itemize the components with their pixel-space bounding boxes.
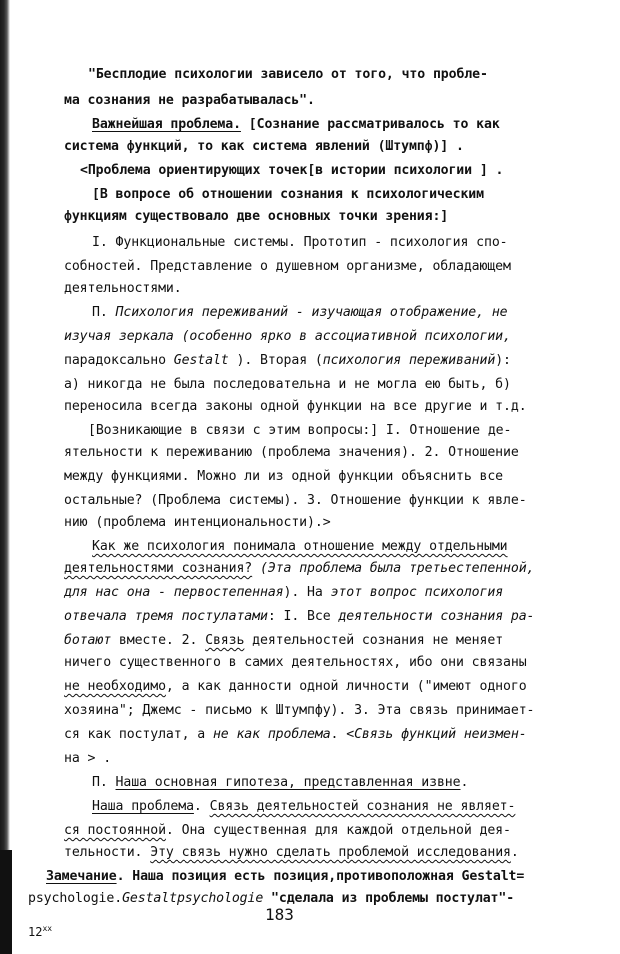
text-line: [64, 516, 331, 529]
text-line: [64, 634, 503, 647]
text-segment: переносила всегда законы одной функции на все другие и т.д.: [64, 399, 527, 414]
text-line: [28, 892, 514, 905]
text-line: [46, 870, 524, 883]
text-segment: нию (проблема интенциональности).>: [64, 515, 331, 530]
text-line: [64, 586, 503, 599]
text-line: [64, 680, 527, 693]
text-segment: .: [510, 845, 519, 860]
text-line: [92, 118, 500, 131]
text-segment: остальные? (Проблема системы). 3. Отношение функции к явле-: [64, 493, 527, 508]
text-line: [64, 824, 511, 837]
signature-number: 12: [28, 925, 43, 939]
text-line: [64, 656, 527, 669]
text-segment: П.: [92, 305, 116, 320]
page-left-shadow-bottom: [0, 850, 12, 954]
text-segment: .: [460, 775, 469, 790]
text-segment: Связь функций неизмен-: [354, 727, 527, 742]
text-line: [64, 210, 448, 223]
text-segment: парадоксально: [64, 353, 174, 368]
text-segment: . <: [330, 727, 355, 742]
text-line: [64, 330, 511, 343]
text-line: [64, 354, 511, 367]
page-left-shadow: [0, 0, 10, 954]
text-line: [64, 282, 182, 295]
text-segment: Gestalt: [173, 353, 229, 368]
text-line: [64, 260, 511, 273]
text-line: [64, 470, 503, 483]
text-segment: между функциями. Можно ли из одной функции объяснить все: [64, 469, 504, 484]
text-line: [64, 562, 534, 575]
text-line: [64, 446, 519, 459]
text-segment: Gestaltpsychologie: [122, 891, 264, 906]
text-segment: не необходимо: [64, 679, 166, 694]
text-line: [64, 752, 111, 765]
text-segment: психология переживаний: [322, 353, 496, 368]
text-segment: Замечание: [46, 869, 117, 884]
text-line: [92, 306, 508, 319]
text-segment: ). На: [283, 585, 331, 600]
text-segment: Связь: [205, 633, 245, 648]
text-line: [64, 728, 527, 741]
text-segment: на > .: [64, 751, 112, 766]
text-segment: Психология переживаний - изучающая отображение, не: [115, 305, 508, 320]
text-segment: : I. Все: [267, 609, 339, 624]
text-segment: хозяина"; Джемс - письмо к Штумпфу). 3. Эта связь принимает-: [64, 703, 535, 718]
text-segment: тельности.: [64, 845, 151, 860]
text-line: [64, 378, 511, 391]
text-segment: П.: [92, 775, 116, 790]
text-segment: система функций, то как система явлений (Штумпф)] .: [64, 139, 464, 154]
text-segment: а) никогда не была последовательна и не могла ею быть, б): [64, 377, 511, 392]
text-segment: Связь деятельностей сознания не являет-: [209, 799, 516, 814]
text-segment: ся постоянной: [64, 823, 166, 838]
text-segment: изучая зеркала (особенно ярко в ассоциативной психологии,: [64, 329, 511, 344]
text-segment: Важнейшая проблема.: [92, 117, 241, 132]
text-segment: для нас она - первостепенная: [64, 585, 284, 600]
text-segment: Эту связь нужно сделать проблемой исследования: [150, 845, 511, 860]
text-segment: деятельностями сознания?: [64, 561, 253, 576]
text-segment: функциям существовало две основных точки зрения:]: [64, 209, 449, 224]
text-segment: [Сознание рассматривалось то как: [240, 117, 500, 132]
text-line: [64, 846, 519, 859]
text-segment: ничего существенного в самих деятельностях, ибо они связаны: [64, 655, 527, 670]
text-segment: Как же психология понимала отношение между отдельными: [92, 539, 508, 554]
text-line: [92, 776, 468, 789]
text-segment: , а как данности одной личности ("имеют одного: [165, 679, 527, 694]
text-segment: .: [193, 799, 210, 814]
text-line: [64, 494, 527, 507]
text-segment: собностей. Представление о душевном организме, обладающем: [64, 259, 511, 274]
text-segment: I. Функциональные системы. Прототип - психология спо-: [92, 235, 508, 250]
text-segment: ). Вторая (: [228, 353, 323, 368]
text-line: [92, 540, 508, 553]
text-line: [92, 800, 515, 813]
text-segment: "Бесплодие психологии зависело от того, что пробле-: [88, 67, 488, 82]
signature-superscript: xx: [42, 924, 53, 933]
text-segment: деятельностей сознания не меняет: [244, 633, 504, 648]
text-segment: (Эта проблема была третьестепенной,: [252, 561, 535, 576]
text-line: [64, 140, 464, 153]
text-segment: ма сознания не разрабатывалась".: [64, 93, 315, 108]
text-segment: [Возникающие в связи с этим вопросы:] I. Отношение де-: [88, 423, 512, 438]
text-segment: ся как постулат, а: [64, 727, 213, 742]
text-line: [64, 94, 315, 107]
text-segment: не как проблема: [212, 727, 331, 742]
text-segment: Наша проблема: [92, 799, 194, 814]
text-line: [80, 164, 503, 177]
text-line: [64, 610, 534, 623]
text-segment: psychologie.: [28, 891, 123, 906]
text-segment: . Она существенная для каждой отдельной дея-: [165, 823, 511, 838]
text-segment: "сделала из проблемы постулат"-: [263, 891, 515, 906]
text-segment: ятельности к переживанию (проблема значения). 2. Отношение: [64, 445, 519, 460]
text-segment: этот вопрос психология: [330, 585, 504, 600]
text-line: [92, 188, 484, 201]
signature-mark: [28, 924, 52, 939]
text-segment: <Проблема ориентирующих точек[в истории психологии ] .: [80, 163, 504, 178]
text-segment: деятельностями.: [64, 281, 182, 296]
text-segment: . Наша позиция есть позиция,противоположная Gestalt=: [116, 869, 525, 884]
text-segment: ботают: [64, 633, 112, 648]
text-segment: деятельности сознания ра-: [338, 609, 535, 624]
text-line: [92, 236, 508, 249]
text-segment: Наша основная гипотеза, представленная извне: [115, 775, 461, 790]
page-number: 183: [265, 905, 294, 924]
text-line: [88, 424, 511, 437]
text-line: [88, 68, 488, 81]
text-segment: отвечала тремя постулатами: [64, 609, 268, 624]
text-segment: вместе. 2.: [111, 633, 206, 648]
text-line: [64, 704, 534, 717]
text-segment: [В вопросе об отношении сознания к психологическим: [92, 187, 484, 202]
text-line: [64, 400, 527, 413]
text-segment: ):: [495, 353, 511, 368]
